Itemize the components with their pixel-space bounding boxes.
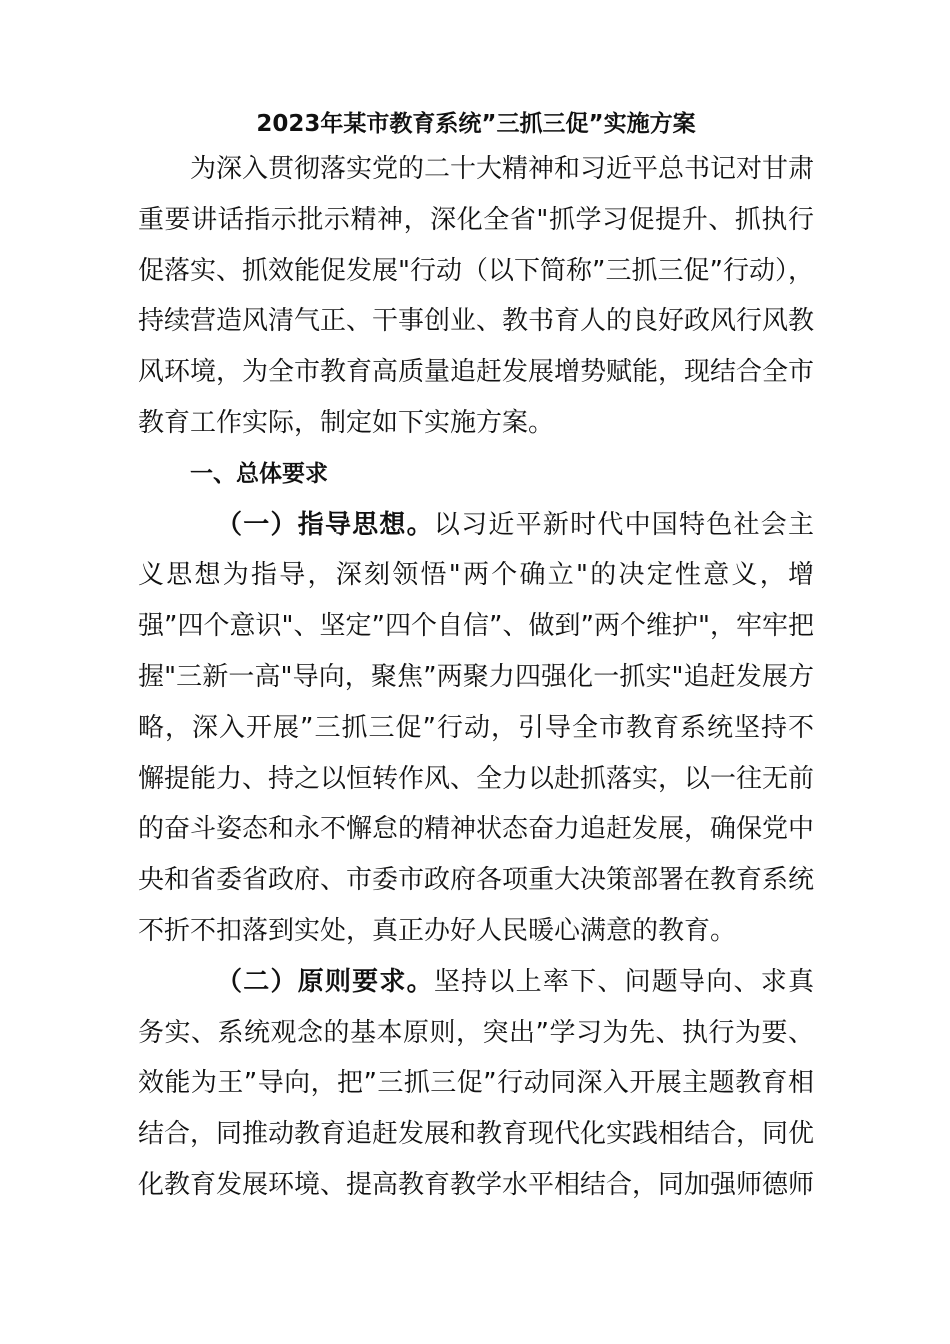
guiding-ideology-paragraph bbox=[138, 500, 814, 957]
intro-paragraph: 为深入贯彻落实党的二十大精神和习近平总书记对甘肃重要讲话指示批示精神，深化全省"抓学习促提升、抓执行促落实、抓效能促发展"行动（以下简称”三抓三促”行动），持续营造风清气正、干事创业、教书育人的良好政风行风教风环境，为全市教育高质量追赶发展增势赋能，现结合全市教育工作实际，制定如下实施方案。 bbox=[138, 154, 815, 438]
principles-paragraph bbox=[138, 957, 814, 1211]
principles-lead: （二）原则要求。 bbox=[216, 966, 434, 997]
document-title: 2023年某市教育系统”三抓三促”实施方案 bbox=[256, 111, 696, 137]
document-page bbox=[138, 104, 814, 1211]
guiding-ideology-lead: （一）指导思想。 bbox=[216, 509, 434, 540]
principles-text: 坚持以上率下、问题导向、求真务实、系统观念的基本原则，突出”学习为先、执行为要、效能为王”导向，把”三抓三促”行动同深入开展主题教育相结合，同推动教育追赶发展和教育现代化实践相结合，同优化教育发展环境、提高教育教学水平相结合，同加强师德师 bbox=[138, 966, 815, 1200]
section-heading-general-requirements: 一、总体要求 bbox=[190, 460, 328, 487]
guiding-ideology-text: 以习近平新时代中国特色社会主义思想为指导，深刻领悟"两个确立"的决定性意义，增强”四个意识"、坚定”四个自信”、做到”两个维护"，牢牢把握"三新一高"导向，聚焦”两聚力四强化一抓实"追赶发展方略，深入开展”三抓三促”行动，引导全市教育系统坚持不懈提能力、持之以恒转作风、全力以赴抓落实，以一往无前的奋斗姿态和永不懈怠的精神状态奋力追赶发展，确保党中央和省委省政府、市委市政府各项重大决策部署在教育系统不折不扣落到实处，真正办好人民暖心满意的教育。 bbox=[138, 509, 815, 946]
